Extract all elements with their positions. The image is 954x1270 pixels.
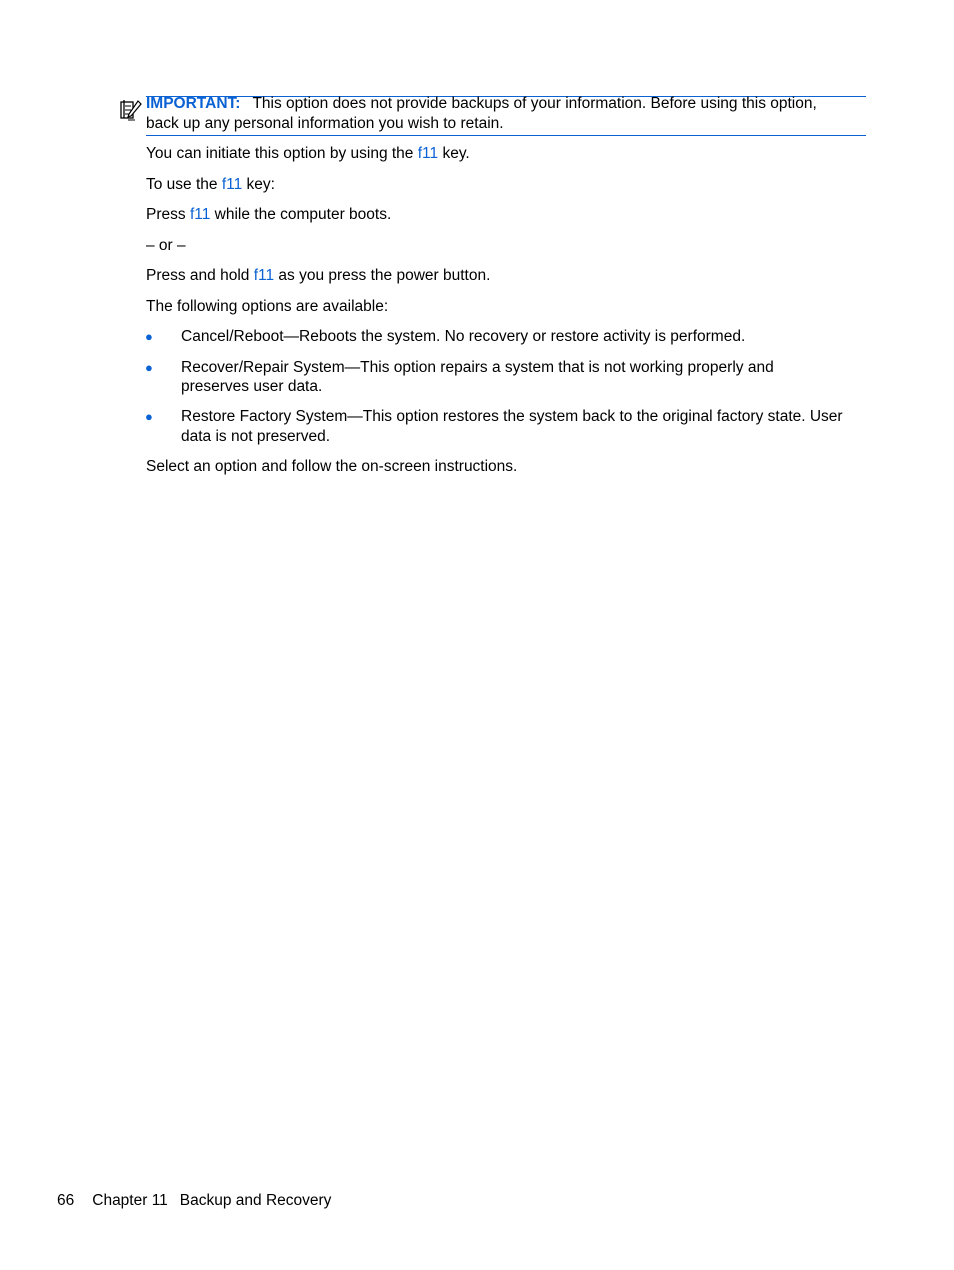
paragraph-press-hold-text: Press and hold [146, 267, 250, 284]
important-note-text-1: This option does not provide backups of your information. Before using this option, [252, 95, 817, 112]
bullet-recover-repair-line-1: Recover/Repair System—This option repairs a system that is not working properly and [181, 359, 774, 376]
paragraph-to-use-text: To use the [146, 176, 218, 193]
key-f11: f11 [253, 267, 275, 284]
bullet-marker: ● [145, 360, 153, 375]
paragraph-press-hold-end: as you press the power button. [274, 267, 491, 284]
paragraph-or: – or – [146, 237, 186, 254]
bullet-cancel-reboot: Cancel/Reboot—Reboots the system. No recovery or restore activity is performed. [181, 328, 746, 345]
paragraph-to-use [146, 175, 275, 195]
footer-chapter: Chapter 11 [92, 1192, 168, 1209]
key-f11: f11 [189, 206, 211, 223]
key-f11: f11 [221, 176, 243, 193]
page-number: 66 [57, 1192, 75, 1209]
important-note-icon [120, 98, 142, 122]
important-note-line-2: back up any personal information you wish to retain. [146, 115, 504, 132]
important-note-line-1 [146, 94, 817, 114]
key-f11: f11 [417, 145, 439, 162]
footer-chapter-title: Backup and Recovery [179, 1192, 332, 1209]
paragraph-press [146, 205, 391, 225]
paragraph-closing: Select an option and follow the on-screen instructions. [146, 458, 518, 475]
paragraph-press-end: while the computer boots. [210, 206, 392, 223]
paragraph-options-intro: The following options are available: [146, 298, 389, 315]
bullet-marker: ● [145, 329, 153, 344]
paragraph-press-hold [146, 266, 490, 286]
paragraph-press-text: Press [146, 206, 186, 223]
paragraph-to-use-end: key: [242, 176, 275, 193]
paragraph-initiate-end: key. [438, 145, 470, 162]
bullet-marker: ● [145, 409, 153, 424]
bullet-recover-repair-line-2: preserves user data. [181, 378, 323, 395]
paragraph-initiate [146, 144, 470, 164]
bullet-restore-factory-line-2: data is not preserved. [181, 428, 331, 445]
paragraph-initiate-text: You can initiate this option by using the [146, 145, 414, 162]
important-label: IMPORTANT: [146, 95, 241, 112]
bullet-restore-factory-line-1: Restore Factory System—This option restores the system back to the original factory state. User [181, 408, 843, 425]
page-footer [57, 1191, 331, 1211]
